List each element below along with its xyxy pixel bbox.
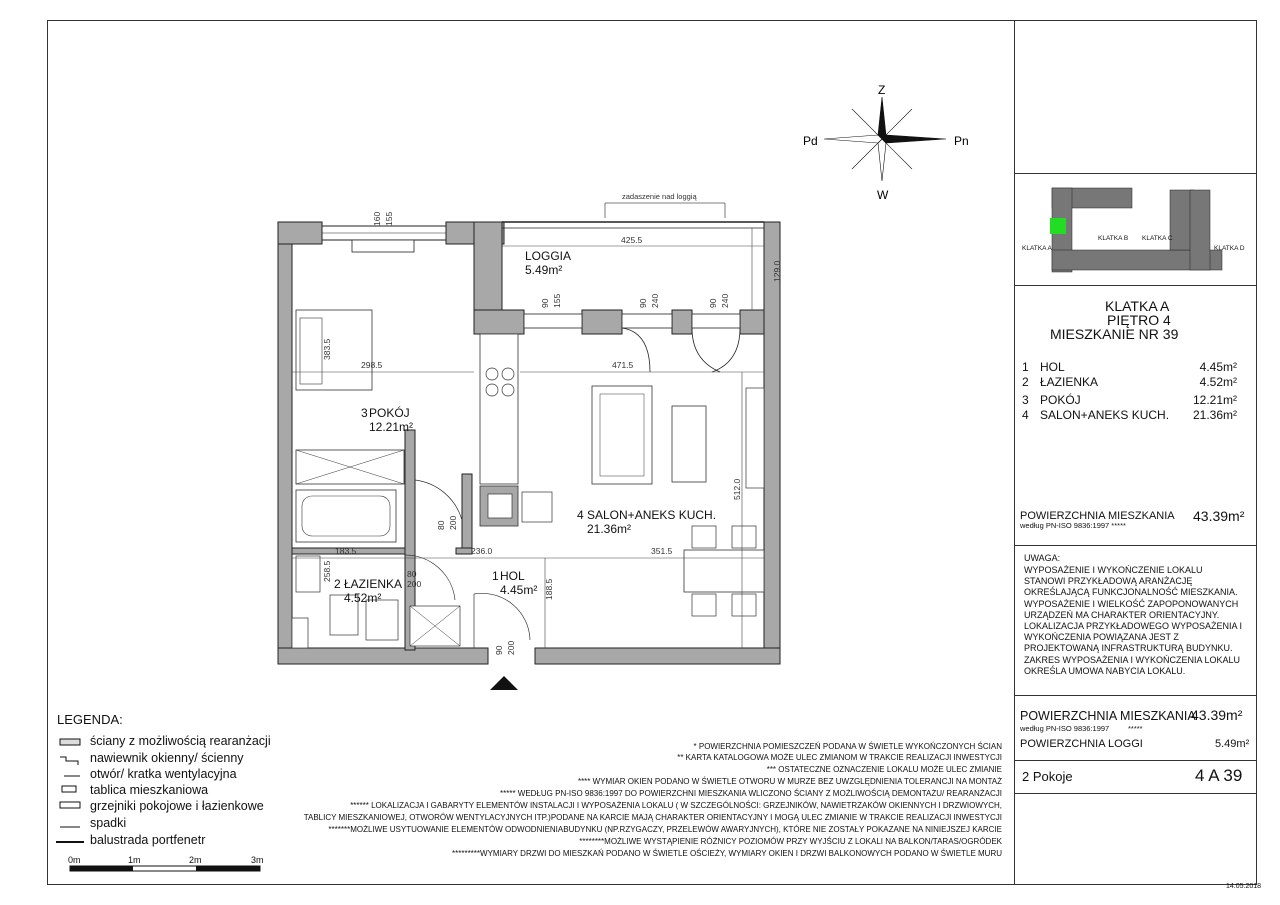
dim: 200 [448, 515, 458, 530]
notes-title: UWAGA: [1024, 553, 1061, 563]
dim: 471.5 [612, 360, 634, 370]
dim: 183.5 [335, 546, 357, 556]
footnote: ****** LOKALIZACJA I GABARYTY ELEMENTÓW INSTALACJI I WYPOSAŻENIA LOKALU ( W SZCZEGÓLNOŚCI: GRZEJNIKÓW, NAWIETRZAKÓW OKIENNYCH I DRZWIOWYCH, [350, 801, 1002, 810]
compass-s: W [877, 188, 889, 202]
dim: 90 [540, 298, 550, 308]
keyplan-label: KLATKA A [1022, 245, 1052, 252]
compass-rose-icon [824, 97, 946, 181]
divider [1014, 173, 1257, 174]
scale-label: 2m [189, 855, 202, 865]
scale-label: 1m [128, 855, 141, 865]
footnote: ***** WEDŁUG PN-ISO 9836:1997 DO POWIERZCHNI MIESZKANIA WLICZONO ŚCIANY Z MOŻLIWOŚCIĄ DEMONTAŻU/ REARANŻACJI [499, 789, 1002, 798]
stair-label: KLATKA A [1105, 298, 1170, 314]
legend-item: tablica mieszkaniowa [90, 783, 209, 797]
legend-item: grzejniki pokojowe i łazienkowe [90, 799, 264, 813]
room-list-item: 4 SALON+ANEKS KUCH. 21.36m² [1022, 408, 1237, 422]
scale-bar [70, 866, 260, 871]
floor-label: PIĘTRO 4 [1107, 312, 1171, 328]
keyplan-label: KLATKA C [1142, 235, 1173, 242]
room-4-area: 21.36m² [587, 522, 632, 536]
legend-item: nawiewnik okienny/ ścienny [90, 751, 244, 765]
entrance-arrow-icon [490, 676, 518, 690]
room-3-name: POKÓJ [369, 406, 410, 420]
footnote: *******MOŻLIWE USYTUOWANIE ELEMENTÓW ODWODNIENIABUDYNKU (NP.RZYGACZY, PRZELEWÓW AWARYJNYCH), KTÓRE NIE ZOSTAŁY POKAZANE NA NINIEJSZEJ KARCIE [328, 825, 1002, 834]
room-3-area: 12.21m² [369, 420, 414, 434]
canopy-label: zadaszenie nad loggią [622, 192, 697, 201]
room-2-name: ŁAZIENKA [344, 577, 403, 591]
legend-item: ściany z możliwością rearanżacji [90, 734, 271, 748]
dim: 90 [638, 298, 648, 308]
apartment-code: 4 A 39 [1195, 766, 1243, 785]
footnote: * POWIERZCHNIA POMIESZCZEŃ PODANA W ŚWIETLE WYKOŃCZONYCH ŚCIAN [693, 742, 1002, 751]
key-plan [1020, 176, 1252, 281]
divider [1014, 545, 1257, 546]
legend-title: LEGENDA: [57, 712, 123, 727]
dim: 129.0 [772, 260, 782, 282]
area2-label: POWIERZCHNIA MIESZKANIA [1020, 709, 1196, 723]
dim: 512.0 [732, 478, 742, 500]
loggia-area-label: POWIERZCHNIA LOGGI [1020, 738, 1143, 750]
room-list-item: 3 POKÓJ 12.21m² [1022, 393, 1237, 407]
apartment-location-marker [1050, 218, 1066, 234]
room-4-name: SALON+ANEKS KUCH. [587, 508, 717, 522]
keyplan-label: KLATKA B [1098, 235, 1129, 242]
legend-item: otwór/ kratka wentylacyjna [90, 767, 237, 781]
date: 14.05.2018 [1226, 883, 1262, 890]
dim: 258.5 [322, 560, 332, 582]
area2-value: 43.39m² [1191, 707, 1243, 723]
room-1-name: HOL [500, 569, 525, 583]
dim: 383.5 [322, 338, 332, 360]
loggia-name: LOGGIA [525, 249, 572, 263]
dim: 160 [372, 211, 382, 226]
area2-stars: ***** [1128, 724, 1143, 733]
dim: 425.5 [621, 235, 643, 245]
room-list-item: 2 ŁAZIENKA 4.52m² [1022, 375, 1237, 389]
divider [1014, 695, 1257, 696]
rooms-count: 2 Pokoje [1022, 769, 1073, 784]
divider [1014, 793, 1257, 794]
dim: 188.5 [544, 578, 554, 600]
area-value: 43.39m² [1193, 508, 1245, 524]
area2-sub: według PN-ISO 9836:1997 [1020, 724, 1110, 733]
divider [1014, 760, 1257, 761]
area-label: POWIERZCHNIA MIESZKANIA [1020, 510, 1175, 522]
footnote: TABLICY MIESZKANIOWEJ, OTWORÓW WENTYLACYJNYCH ITP.)PODANE NA KARCIE MAJĄ CHARAKTER ORIENTACYJNY I MOGĄ ULEC ZMIANIE W TRAKCIE REALIZACJI INWESTYCJI [303, 813, 1002, 822]
dim: 240 [650, 293, 660, 308]
notes-body: WYPOSAŻENIE I WYKOŃCZENIE LOKALU STANOWI PRZYKŁADOWĄ ARANŻACJĘ OKREŚLAJĄCĄ FUNKCJONALNOŚĆ MIESZKANIA. WYPOSAŻENIE I WIELKOŚĆ ZAPOPONOWANYCH URZĄDZEŃ MA CHARAKTER ORIENTACYJNY. LOKALIZACJA PRZYKŁADOWEGO WYPOSAŻENIA I WYKOŃCZENIA POWIĄZANA JEST Z PROJEKTOWANĄ INFRASTRUKTURĄ BUDYNKU. ZAKRES WYPOSAŻENIA I WYKOŃCZENIA LOKALU OKREŚLA UMOWA NABYCIA LOKALU. [1024, 565, 1243, 676]
dim: 200 [506, 640, 516, 655]
panel-divider [1014, 20, 1015, 885]
dim: 90 [708, 298, 718, 308]
footnote: ** KARTA KATALOGOWA MOŻE ULEC ZMIANOM W TRAKCIE REALIZACJI INWESTYCJI [677, 753, 1002, 762]
dim: 351.5 [651, 546, 673, 556]
dim: 240 [720, 293, 730, 308]
dim: 155 [552, 293, 562, 308]
legend-item: balustrada portfenetr [90, 833, 206, 847]
footnote: **** WYMIAR OKIEN PODANO W ŚWIETLE OTWORU W MURZE BEZ UWZGLĘDNIENIA TOLERANCJI NA MONTAŻ [577, 777, 1002, 786]
room-1-area: 4.45m² [500, 583, 538, 597]
apartment-label: MIESZKANIE NR 39 [1050, 326, 1179, 342]
room-list-item: 1 HOL 4.45m² [1022, 360, 1237, 374]
room-1-num: 1 [492, 569, 499, 583]
legend-item: spadki [90, 816, 127, 830]
compass-w: Pd [803, 134, 818, 148]
dim: 90 [494, 645, 504, 655]
keyplan-label: KLATKA D [1214, 245, 1245, 252]
room-4-num: 4 [577, 508, 584, 522]
area-sub: według PN-ISO 9836:1997 ***** [1020, 521, 1126, 530]
compass-n: Z [878, 83, 886, 97]
dim: 236.0 [471, 546, 493, 556]
dim: 298.5 [361, 360, 383, 370]
footnote: *** OSTATECZNE OZNACZENIE LOKALU MOŻE ULEC ZMIANIE [766, 765, 1002, 774]
scale-label: 0m [68, 855, 81, 865]
dim: 80 [436, 520, 446, 530]
room-2-area: 4.52m² [344, 591, 382, 605]
divider [1014, 285, 1257, 286]
dim: 80 [407, 569, 417, 579]
loggia-area: 5.49m² [525, 263, 563, 277]
compass-e: Pn [954, 134, 969, 148]
room-3-num: 3 [361, 406, 368, 420]
room-2-num: 2 [334, 577, 341, 591]
loggia-area-value: 5.49m² [1215, 738, 1250, 750]
scale-label: 3m [251, 855, 264, 865]
dim: 155 [384, 211, 394, 226]
footnote: *********WYMIARY DRZWI DO MIESZKAŃ PODANO W ŚWIETLE OŚCIEŻY, WYMIARY OKIEN I DRZWI BALKONOWYCH PODANO W ŚWIETLE MURU [452, 849, 1002, 858]
dim: 200 [407, 579, 422, 589]
footnote: ********MOŻLIWE WYSTĄPIENIE RÓŻNICY POZIOMÓW PRZY WYJŚCIU Z LOKALI NA BALKON/TARAS/OGRÓDEK [579, 837, 1002, 846]
